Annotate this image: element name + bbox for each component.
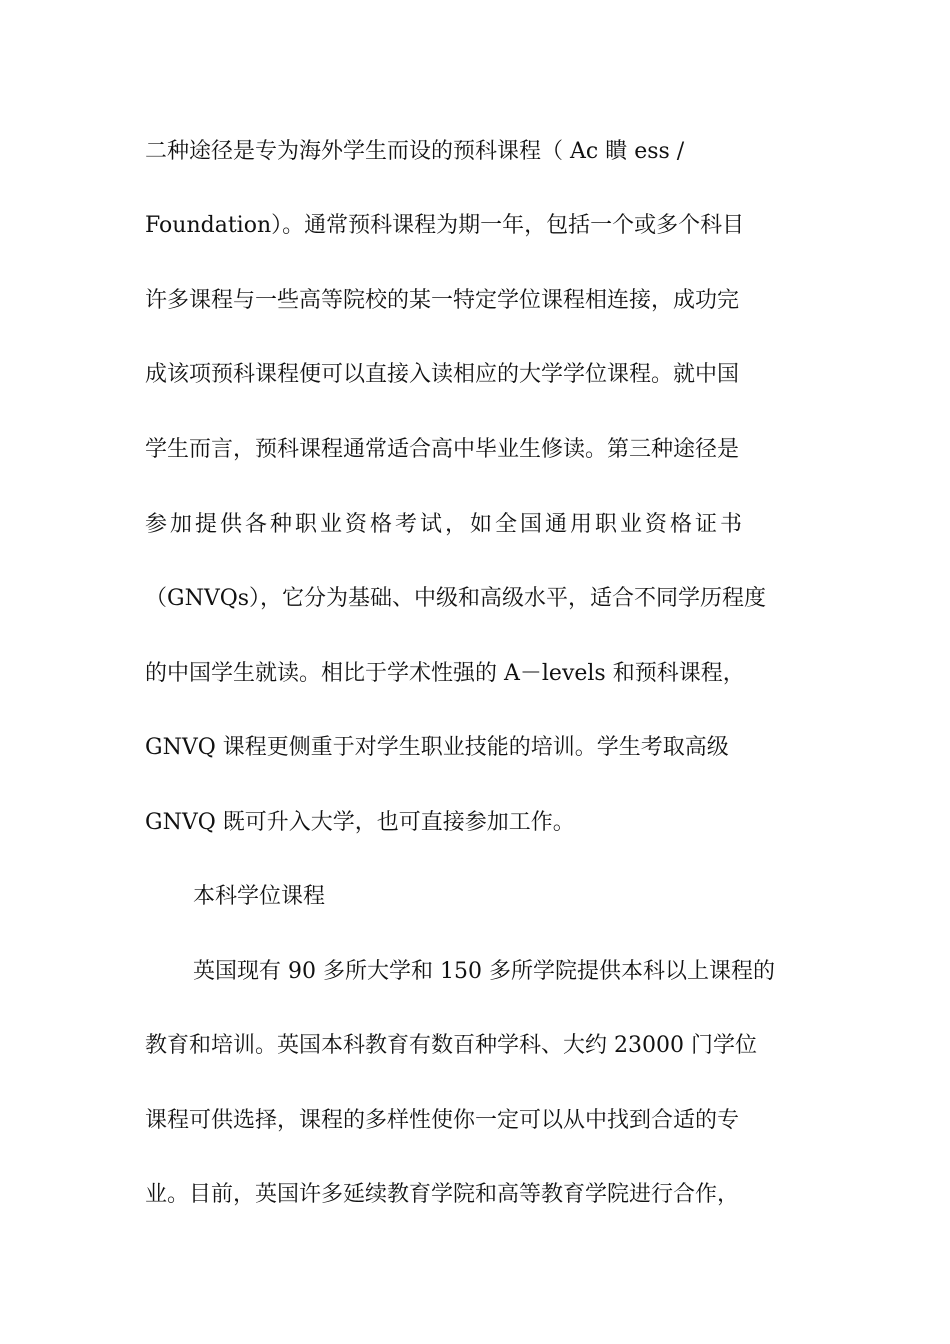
text-line-5: 学生而言，预科课程通常适合高中毕业生修读。第三种途径是 — [145, 437, 740, 462]
text-line-7: （GNVQs），它分为基础、中级和高级水平，适合不同学历程度 — [145, 586, 767, 611]
text-line-8: 的中国学生就读。相比于学术性强的 A－levels 和预科课程， — [145, 661, 745, 686]
text-line-15: 业。目前，英国许多延续教育学院和高等教育学院进行合作， — [145, 1182, 740, 1207]
section-heading: 本科学位课程 — [193, 884, 326, 909]
text-line-1: 二种途径是专为海外学生而设的预科课程（ Ac 瞶 ess / — [145, 139, 685, 164]
text-line-10: GNVQ 既可升入大学，也可直接参加工作。 — [145, 810, 575, 835]
text-line-12: 英国现有 90 多所大学和 150 多所学院提供本科以上课程的 — [193, 959, 775, 984]
text-line-9: GNVQ 课程更侧重于对学生职业技能的培训。学生考取高级 — [145, 735, 729, 760]
text-line-13: 教育和培训。英国本科教育有数百种学科、大约 23000 门学位 — [145, 1033, 757, 1058]
text-line-4: 成该项预科课程便可以直接入读相应的大学学位课程。就中国 — [145, 362, 740, 387]
text-line-3: 许多课程与一些高等院校的某一特定学位课程相连接，成功完 — [145, 288, 740, 313]
text-line-6: 参加提供各种职业资格考试，如全国通用职业资格证书 — [145, 512, 746, 537]
text-line-14: 课程可供选择，课程的多样性使你一定可以从中找到合适的专 — [145, 1108, 740, 1133]
text-line-2: Foundation）。通常预科课程为期一年，包括一个或多个科目 — [145, 213, 745, 238]
